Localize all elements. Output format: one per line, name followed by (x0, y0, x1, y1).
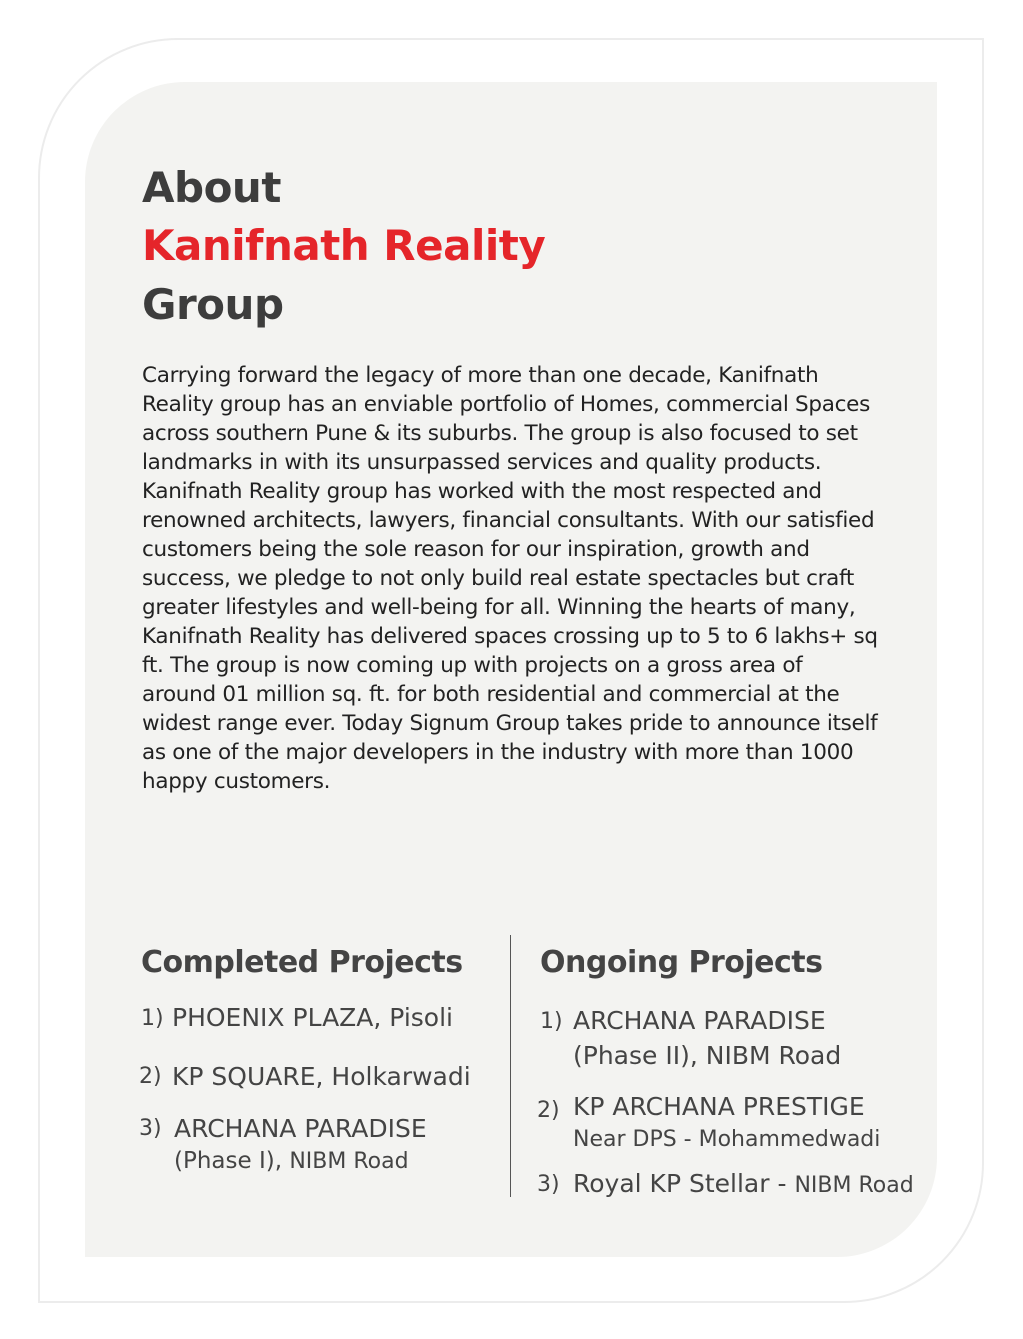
completed-item-3-name: ARCHANA PARADISE (174, 1114, 427, 1143)
completed-item-2-number: 2) (139, 1064, 162, 1089)
title-group: Group (142, 280, 284, 329)
completed-item-1-name: PHOENIX PLAZA, Pisoli (172, 1003, 453, 1032)
completed-item-3-number: 3) (139, 1116, 162, 1141)
ongoing-item-2-name: KP ARCHANA PRESTIGE (573, 1092, 865, 1121)
title-about: About (142, 163, 281, 212)
ongoing-item-3-title: Royal KP Stellar - (573, 1169, 795, 1198)
ongoing-item-2-number: 2) (537, 1098, 560, 1123)
ongoing-projects-heading: Ongoing Projects (540, 945, 823, 980)
completed-item-3-detail (174, 1150, 409, 1173)
ongoing-item-2-detail: Near DPS - Mohammedwadi (573, 1127, 881, 1152)
completed-projects-heading: Completed Projects (141, 945, 463, 980)
completed-item-3-phase: (Phase I), (174, 1148, 290, 1174)
ongoing-item-1-number: 1) (540, 1009, 563, 1034)
ongoing-item-1-detail: (Phase II), NIBM Road (573, 1041, 842, 1070)
ongoing-item-3-name (573, 1171, 914, 1197)
completed-item-1-number: 1) (141, 1006, 164, 1031)
completed-item-2-name: KP SQUARE, Holkarwadi (172, 1062, 471, 1091)
intro-paragraph: Carrying forward the legacy of more than one decade, Kanifnath Reality group has an enviable portfolio of Homes, commercial Spaces across southern Pune & its suburbs. The group is also focused to set landmarks in with its unsurpassed services and quality products. Kanifnath Reality group has worked with the most respected and renowned architects, lawyers, financial consultants. With our satisfied customers being the sole reason for our inspiration, growth and success, we pledge to not only build real estate spectacles but craft greater lifestyles and well-being for all. Winning the hearts of many, Kanifnath Reality has delivered spaces crossing up to 5 to 6 lakhs+ sq ft. The group is now coming up with projects on a gross area of around 01 million sq. ft. for both residential and commercial at the widest range ever. Today Signum Group takes pride to announce itself as one of the major developers in the industry with more than 1000 happy customers. (142, 363, 878, 794)
ongoing-item-3-number: 3) (537, 1172, 560, 1197)
ongoing-item-3-location: NIBM Road (794, 1173, 914, 1198)
column-divider (510, 935, 511, 1197)
completed-item-3-location: NIBM Road (289, 1149, 409, 1174)
ongoing-item-1-name: ARCHANA PARADISE (573, 1006, 826, 1035)
title-company-name: Kanifnath Reality (142, 221, 546, 270)
